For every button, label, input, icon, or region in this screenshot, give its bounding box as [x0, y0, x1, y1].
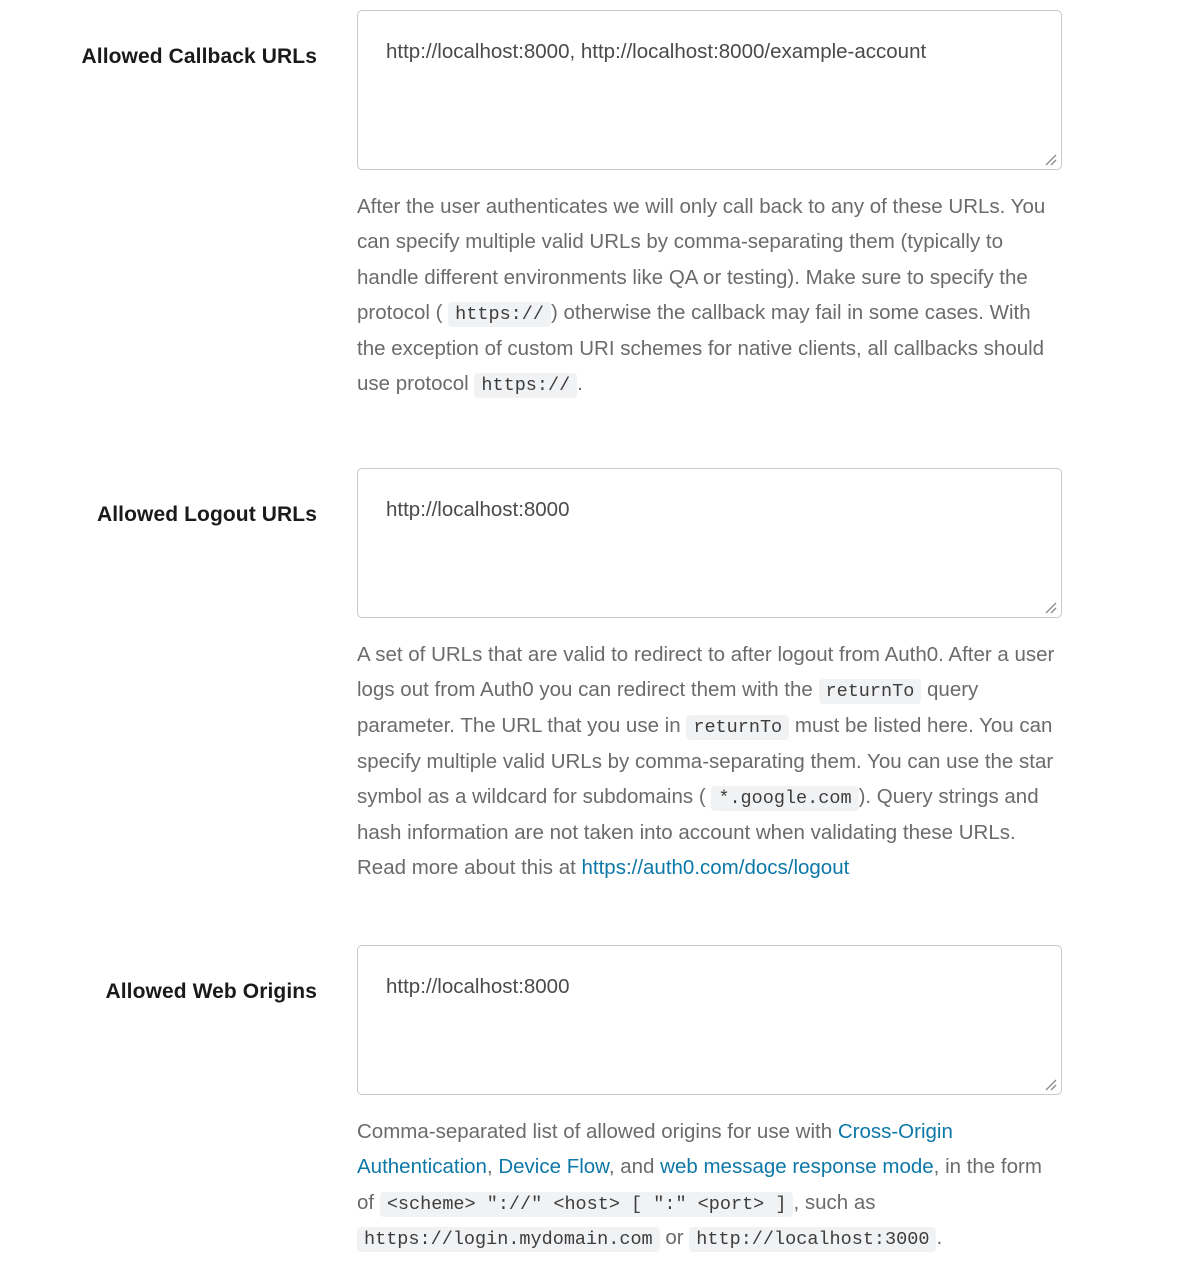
- label-allowed-web-origins: Allowed Web Origins: [105, 980, 317, 1004]
- allowed-logout-urls-value: http://localhost:8000: [386, 497, 570, 521]
- help-allowed-web-origins: [357, 1114, 1062, 1256]
- field-body-allowed-callback-urls: [317, 10, 1180, 402]
- field-allowed-web-origins: [0, 945, 1180, 1256]
- help-text-part: , in the form of: [357, 1155, 1042, 1214]
- field-allowed-callback-urls: [0, 10, 1180, 402]
- web-message-response-mode-link[interactable]: web message response mode: [660, 1155, 934, 1179]
- help-text-part: or: [665, 1226, 684, 1250]
- allowed-web-origins-textarea[interactable]: [357, 945, 1062, 1095]
- help-code-part: https://: [448, 302, 551, 327]
- resize-handle-icon[interactable]: [1042, 1076, 1057, 1091]
- help-text-part: query parameter. The URL that you use in: [357, 677, 979, 737]
- field-body-allowed-logout-urls: [317, 468, 1180, 885]
- help-text-part: must be listed here. You can specify multiple valid URLs by comma-separating them. You can use the star symbol as a wildcard for subdomains (: [357, 713, 1054, 808]
- help-code-part: returnTo: [686, 715, 789, 740]
- label-allowed-callback-urls: Allowed Callback URLs: [81, 45, 317, 68]
- help-text-part: ,: [486, 1155, 493, 1179]
- help-text-part: ). Query strings and hash information are not taken into account when validating these URLs. Read more about this at: [357, 784, 1039, 879]
- help-allowed-callback-urls: [357, 189, 1062, 402]
- help-text-part: , such as: [793, 1190, 876, 1214]
- section-spacer: [0, 885, 1180, 945]
- resize-handle-icon[interactable]: [1042, 599, 1057, 614]
- help-text-part: .: [936, 1226, 943, 1250]
- field-body-allowed-web-origins: [317, 945, 1180, 1256]
- allowed-callback-urls-textarea[interactable]: [357, 10, 1062, 170]
- section-spacer: [0, 402, 1180, 468]
- help-text-part: , and: [608, 1155, 655, 1179]
- help-text-part: Comma-separated list of allowed origins for use with: [357, 1120, 833, 1144]
- help-allowed-logout-urls: [357, 637, 1062, 885]
- allowed-web-origins-value: http://localhost:8000: [386, 975, 570, 999]
- label-allowed-logout-urls: Allowed Logout URLs: [96, 502, 317, 526]
- help-code-part: http://localhost:3000: [689, 1227, 936, 1252]
- cross-origin-authentication-link[interactable]: Cross-Origin Authentication: [357, 1120, 953, 1179]
- allowed-callback-urls-value: http://localhost:8000, http://localhost:8000/example-account: [386, 40, 927, 63]
- field-allowed-logout-urls: [0, 468, 1180, 885]
- help-code-part: <scheme> "://" <host> [ ":" <port> ]: [380, 1192, 794, 1217]
- device-flow-link[interactable]: Device Flow: [498, 1155, 609, 1179]
- allowed-logout-urls-textarea[interactable]: [357, 468, 1062, 618]
- help-text-part: ) otherwise the callback may fail in some cases. With the exception of custom URI schemes for native clients, all callbacks should use protocol: [357, 300, 1045, 395]
- help-code-part: https://login.mydomain.com: [357, 1227, 660, 1252]
- help-code-part: *.google.com: [711, 786, 858, 811]
- help-text-part: .: [577, 371, 583, 395]
- help-text-part: A set of URLs that are valid to redirect to after logout from Auth0. After a user logs out from Auth0 you can redirect them with the: [357, 642, 1055, 701]
- resize-handle-icon[interactable]: [1042, 151, 1057, 166]
- help-code-part: returnTo: [819, 679, 922, 704]
- logout-docs-link[interactable]: https://auth0.com/docs/logout: [581, 855, 850, 879]
- help-code-part: https://: [474, 373, 577, 398]
- help-text-part: After the user authenticates we will only call back to any of these URLs. You can specify multiple valid URLs by comma-separating them (typically to handle different environments like QA or testing). Make sure to specify the protocol (: [357, 195, 1046, 324]
